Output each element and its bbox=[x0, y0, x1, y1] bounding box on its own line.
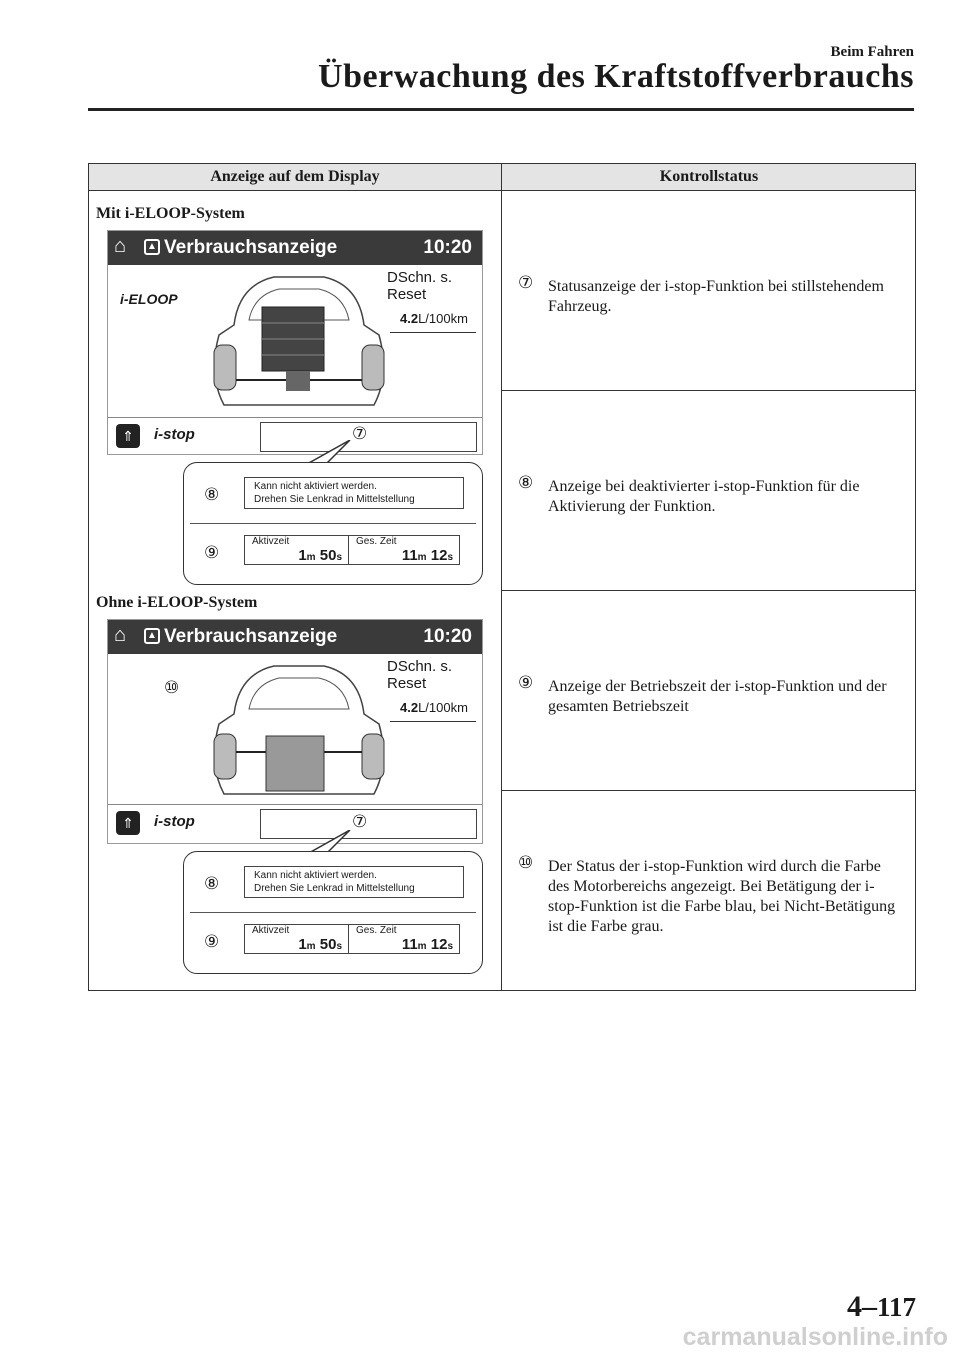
screen-title-bar bbox=[108, 231, 482, 265]
istop-popup bbox=[183, 851, 483, 974]
popup-divider bbox=[190, 523, 476, 524]
row-text: Der Status der i-stop-Funktion wird durch die Farbe des Motorbereichs angezeigt. Bei Betätigung der i-stop-Funktion ist die Farbe blau, bei Nicht-Betätigung ist die Farbe grau. bbox=[548, 858, 896, 935]
consumption-readout bbox=[400, 311, 468, 326]
istop-row bbox=[108, 417, 482, 454]
istop-status-box bbox=[260, 422, 477, 452]
total-time-value: 11m 12s bbox=[401, 547, 453, 564]
page-number: 4–117 bbox=[846, 1290, 916, 1323]
istop-label: i-stop bbox=[154, 813, 195, 830]
message-line: Kann nicht aktiviert werden. bbox=[254, 870, 377, 881]
table-header bbox=[89, 164, 915, 191]
message-line: Kann nicht aktiviert werden. bbox=[254, 481, 377, 492]
screen-title: Verbrauchsanzeige bbox=[164, 626, 338, 647]
avg-label-line1: DSchn. s. bbox=[387, 269, 453, 286]
popup-number: ⑧ bbox=[204, 874, 220, 894]
car-illustration bbox=[204, 654, 394, 804]
leaf-icon: ▲ bbox=[144, 239, 160, 255]
readout-underline bbox=[390, 721, 476, 722]
total-time-value: 11m 12s bbox=[401, 936, 453, 953]
eloop-label: i-ELOOP bbox=[120, 291, 178, 307]
col-header-display: Anzeige auf dem Display bbox=[210, 168, 380, 185]
istop-label: i-stop bbox=[154, 426, 195, 443]
readout-underline bbox=[390, 332, 476, 333]
total-time-label: Ges. Zeit bbox=[356, 536, 397, 547]
callout-7: ⑦ bbox=[352, 424, 368, 444]
popup-divider bbox=[190, 912, 476, 913]
istop-message bbox=[244, 477, 464, 509]
home-icon: ⌂ bbox=[114, 624, 127, 646]
row-divider bbox=[502, 590, 915, 591]
display-screen-no-eloop bbox=[107, 619, 483, 844]
car-illustration bbox=[204, 265, 394, 415]
callout-10: ⑩ bbox=[164, 678, 180, 698]
active-time-label: Aktivzeit bbox=[252, 925, 290, 936]
watermark: carmanualsonline.info bbox=[682, 1323, 948, 1351]
row-number: ⑦ bbox=[518, 273, 534, 293]
clock: 10:20 bbox=[423, 237, 472, 258]
active-time bbox=[245, 536, 349, 564]
row-text: Statusanzeige der i-stop-Funktion bei stillstehendem Fahrzeug. bbox=[548, 278, 884, 315]
popup-number: ⑧ bbox=[204, 485, 220, 505]
avg-label-line2: Reset bbox=[387, 675, 427, 692]
clock: 10:20 bbox=[423, 626, 472, 647]
istop-time-box bbox=[244, 924, 460, 954]
chapter-number: 4 bbox=[846, 1290, 862, 1323]
consumption-unit: L/100km bbox=[418, 311, 468, 326]
row-number: ⑧ bbox=[518, 473, 534, 493]
istop-icon: ⇑ bbox=[116, 424, 140, 448]
row-text: Anzeige der Betriebszeit der i-stop-Funktion und der gesamten Betriebszeit bbox=[548, 678, 887, 715]
active-time bbox=[245, 925, 349, 953]
istop-status-box bbox=[260, 809, 477, 839]
page-index: 117 bbox=[876, 1292, 916, 1322]
avg-label-line1: DSchn. s. bbox=[387, 658, 453, 675]
active-time-value: 1m 50s bbox=[298, 936, 342, 953]
popup-number: ⑨ bbox=[204, 932, 220, 952]
message-line: Drehen Sie Lenkrad in Mittelstellung bbox=[254, 494, 415, 505]
consumption-unit: L/100km bbox=[418, 700, 468, 715]
title-rule bbox=[88, 108, 914, 111]
page-title: Überwachung des Kraftstoffverbrauchs bbox=[318, 58, 914, 95]
active-time-label: Aktivzeit bbox=[252, 536, 290, 547]
row-divider bbox=[502, 790, 915, 791]
istop-popup bbox=[183, 462, 483, 585]
popup-number: ⑨ bbox=[204, 543, 220, 563]
row-divider bbox=[502, 390, 915, 391]
row-number: ⑨ bbox=[518, 673, 534, 693]
row-text: Anzeige bei deaktivierter i-stop-Funktion für die Aktivierung der Funktion. bbox=[548, 478, 860, 515]
status-row bbox=[518, 473, 900, 517]
column-divider bbox=[501, 164, 502, 990]
avg-reset-label bbox=[387, 658, 452, 692]
display-screen-eloop bbox=[107, 230, 483, 455]
istop-message bbox=[244, 866, 464, 898]
consumption-value: 4.2 bbox=[400, 700, 419, 715]
active-time-value: 1m 50s bbox=[298, 547, 342, 564]
screen-title: Verbrauchsanzeige bbox=[164, 237, 338, 258]
status-row bbox=[518, 273, 900, 317]
row-number: ⑩ bbox=[518, 853, 534, 873]
total-time-label: Ges. Zeit bbox=[356, 925, 397, 936]
section-label: Beim Fahren bbox=[830, 44, 914, 60]
total-time bbox=[349, 536, 459, 564]
col-header-status: Kontrollstatus bbox=[659, 168, 759, 185]
status-row bbox=[518, 853, 900, 937]
istop-row bbox=[108, 804, 482, 841]
screen-title-bar bbox=[108, 620, 482, 654]
avg-reset-label bbox=[387, 269, 452, 303]
group-label-no-eloop: Ohne i-ELOOP-System bbox=[96, 594, 258, 611]
consumption-value: 4.2 bbox=[400, 311, 419, 326]
consumption-readout bbox=[400, 700, 468, 715]
group-label-eloop: Mit i-ELOOP-System bbox=[96, 205, 245, 222]
istop-icon: ⇑ bbox=[116, 811, 140, 835]
home-icon: ⌂ bbox=[114, 235, 127, 257]
status-row bbox=[518, 673, 900, 717]
istop-time-box bbox=[244, 535, 460, 565]
callout-7: ⑦ bbox=[352, 812, 368, 832]
avg-label-line2: Reset bbox=[387, 286, 427, 303]
total-time bbox=[349, 925, 459, 953]
message-line: Drehen Sie Lenkrad in Mittelstellung bbox=[254, 883, 415, 894]
leaf-icon: ▲ bbox=[144, 628, 160, 644]
